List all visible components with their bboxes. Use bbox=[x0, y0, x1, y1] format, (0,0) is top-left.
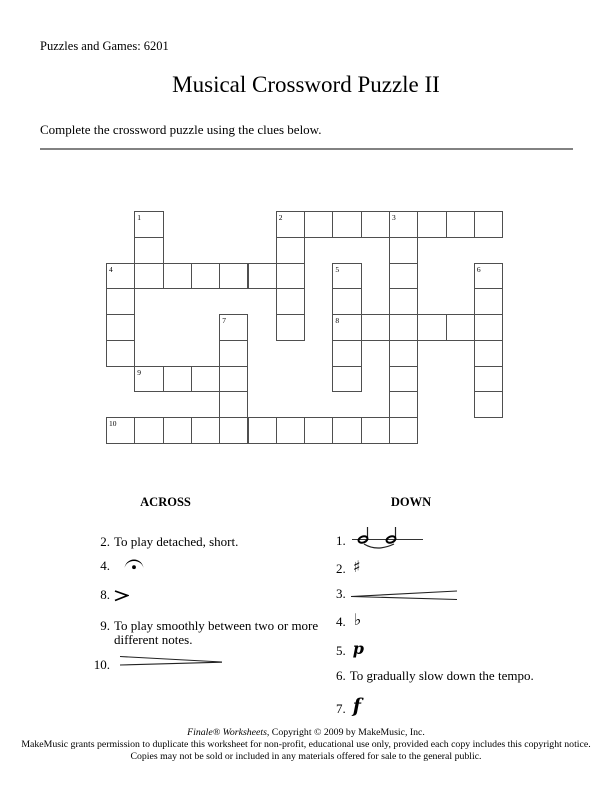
clue-number: 9. bbox=[100, 618, 110, 633]
cell-number: 4 bbox=[109, 264, 113, 274]
grid-cell bbox=[191, 263, 220, 290]
page-title: Musical Crossword Puzzle II bbox=[172, 72, 440, 97]
clue-number: 3. bbox=[336, 586, 346, 601]
clue-number: 8. bbox=[100, 587, 110, 602]
clue-number: 4. bbox=[100, 558, 110, 573]
footer-line-1: Finale® Worksheets, Copyright © 2009 by MakeMusic, Inc. bbox=[187, 727, 425, 738]
across-clue-2 bbox=[84, 535, 238, 549]
tied-notes-icon bbox=[351, 526, 425, 557]
down-clue-4 bbox=[336, 610, 362, 629]
down-clue-7 bbox=[336, 697, 361, 716]
grid-cell bbox=[389, 314, 418, 341]
grid-cell bbox=[134, 417, 163, 444]
grid-cell bbox=[191, 417, 220, 444]
grid-cell bbox=[389, 211, 418, 238]
grid-cell bbox=[389, 391, 418, 418]
grid-cell bbox=[474, 391, 503, 418]
cell-number: 7 bbox=[222, 316, 226, 326]
grid-cell bbox=[474, 314, 503, 341]
grid-cell bbox=[134, 263, 163, 290]
clue-number: 6. bbox=[336, 668, 346, 683]
grid-cell bbox=[361, 417, 390, 444]
grid-cell bbox=[219, 391, 248, 418]
cell-number: 5 bbox=[335, 264, 340, 274]
crossword-grid bbox=[106, 211, 503, 444]
copyright-footer bbox=[0, 727, 612, 764]
sharp-icon: ♯ bbox=[352, 557, 361, 576]
grid-cell bbox=[446, 314, 475, 341]
grid-cell bbox=[474, 366, 503, 393]
grid-cell bbox=[474, 211, 503, 238]
clue-number: 10. bbox=[93, 657, 110, 672]
grid-cell bbox=[163, 263, 192, 290]
grid-cell bbox=[219, 417, 248, 444]
clue-number: 5. bbox=[336, 643, 346, 658]
grid-cell bbox=[332, 263, 361, 290]
grid-cell bbox=[389, 340, 418, 367]
grid-cell bbox=[219, 366, 248, 393]
grid-cell bbox=[361, 211, 390, 238]
grid-cell bbox=[332, 314, 361, 341]
cell-number: 6 bbox=[476, 264, 481, 274]
down-clue-2 bbox=[336, 557, 361, 576]
across-clue-4 bbox=[84, 556, 144, 574]
clue-text: To play detached, short. bbox=[114, 534, 239, 549]
grid-cell bbox=[276, 417, 305, 444]
cell-number: 10 bbox=[109, 419, 117, 429]
down-clue-1 bbox=[336, 526, 425, 557]
grid-cell bbox=[332, 340, 361, 367]
grid-cell bbox=[134, 211, 163, 238]
down-clue-5 bbox=[336, 641, 364, 658]
down-clue-3 bbox=[336, 587, 458, 604]
grid-cell bbox=[332, 417, 361, 444]
divider-rule bbox=[40, 148, 573, 150]
cell-number: 8 bbox=[335, 316, 340, 326]
cell-number: 2 bbox=[278, 213, 283, 222]
clue-text: To gradually slow down the tempo. bbox=[349, 668, 534, 683]
instructions: Complete the crossword puzzle using the clues below. bbox=[40, 122, 322, 137]
clue-number: 2. bbox=[100, 534, 110, 549]
down-heading: DOWN bbox=[390, 495, 432, 509]
grid-cell bbox=[304, 211, 333, 238]
clue-number: 2. bbox=[336, 561, 346, 576]
footer-line-3: Copies may not be sold or included in any materials offered for sale to the general public. bbox=[130, 751, 482, 763]
across-clue-8 bbox=[84, 588, 129, 605]
grid-cell bbox=[417, 211, 446, 238]
across-clue-9 bbox=[84, 619, 356, 647]
cell-number: 9 bbox=[137, 367, 142, 377]
piano-dynamic-icon: p bbox=[352, 639, 364, 658]
grid-cell bbox=[332, 211, 361, 238]
fermata-icon bbox=[124, 556, 144, 574]
grid-cell bbox=[191, 366, 220, 393]
grid-cell bbox=[276, 288, 305, 315]
grid-cell bbox=[219, 340, 248, 367]
grid-cell bbox=[389, 237, 418, 264]
grid-cell bbox=[276, 211, 305, 238]
forte-dynamic-icon: f bbox=[352, 695, 361, 717]
grid-cell bbox=[389, 288, 418, 315]
grid-cell bbox=[106, 340, 135, 367]
grid-cell bbox=[474, 288, 503, 315]
grid-cell bbox=[304, 417, 333, 444]
clue-text: To play smoothly between two or more different notes. bbox=[114, 618, 319, 647]
grid-cell bbox=[276, 314, 305, 341]
crescendo-icon bbox=[350, 590, 458, 604]
grid-cell bbox=[332, 288, 361, 315]
grid-cell bbox=[474, 263, 503, 290]
grid-cell bbox=[417, 314, 446, 341]
grid-cell bbox=[248, 417, 277, 444]
grid-cell bbox=[134, 366, 163, 393]
grid-cell bbox=[248, 263, 277, 290]
grid-cell bbox=[163, 366, 192, 393]
grid-cell bbox=[106, 314, 135, 341]
grid-cell bbox=[389, 417, 418, 444]
flat-icon: ♭ bbox=[353, 610, 362, 629]
down-clue-6 bbox=[336, 669, 534, 683]
grid-cell bbox=[361, 314, 390, 341]
across-heading: ACROSS bbox=[140, 495, 191, 509]
grid-cell bbox=[276, 237, 305, 264]
grid-cell bbox=[106, 417, 135, 444]
grid-cell bbox=[474, 340, 503, 367]
decrescendo-icon bbox=[119, 655, 223, 671]
accent-icon bbox=[114, 590, 129, 605]
grid-cell bbox=[106, 288, 135, 315]
grid-cell bbox=[219, 314, 248, 341]
cell-number: 3 bbox=[392, 213, 396, 222]
grid-cell bbox=[389, 263, 418, 290]
clue-number: 4. bbox=[336, 614, 346, 629]
grid-cell bbox=[389, 366, 418, 393]
grid-cell bbox=[446, 211, 475, 238]
footer-line-2: MakeMusic grants permission to duplicate this worksheet for non-profit, educational use only, provided each copy includes this copyright notice. bbox=[21, 739, 591, 751]
cell-number: 1 bbox=[137, 213, 142, 222]
course-label: Puzzles and Games: 6201 bbox=[40, 39, 169, 53]
grid-cell bbox=[134, 237, 163, 264]
clue-number: 1. bbox=[336, 533, 346, 548]
grid-cell bbox=[276, 263, 305, 290]
grid-cell bbox=[219, 263, 248, 290]
clue-number: 7. bbox=[336, 701, 346, 716]
across-clue-10 bbox=[84, 655, 223, 672]
grid-cell bbox=[163, 417, 192, 444]
grid-cell bbox=[106, 263, 135, 290]
grid-cell bbox=[332, 366, 361, 393]
